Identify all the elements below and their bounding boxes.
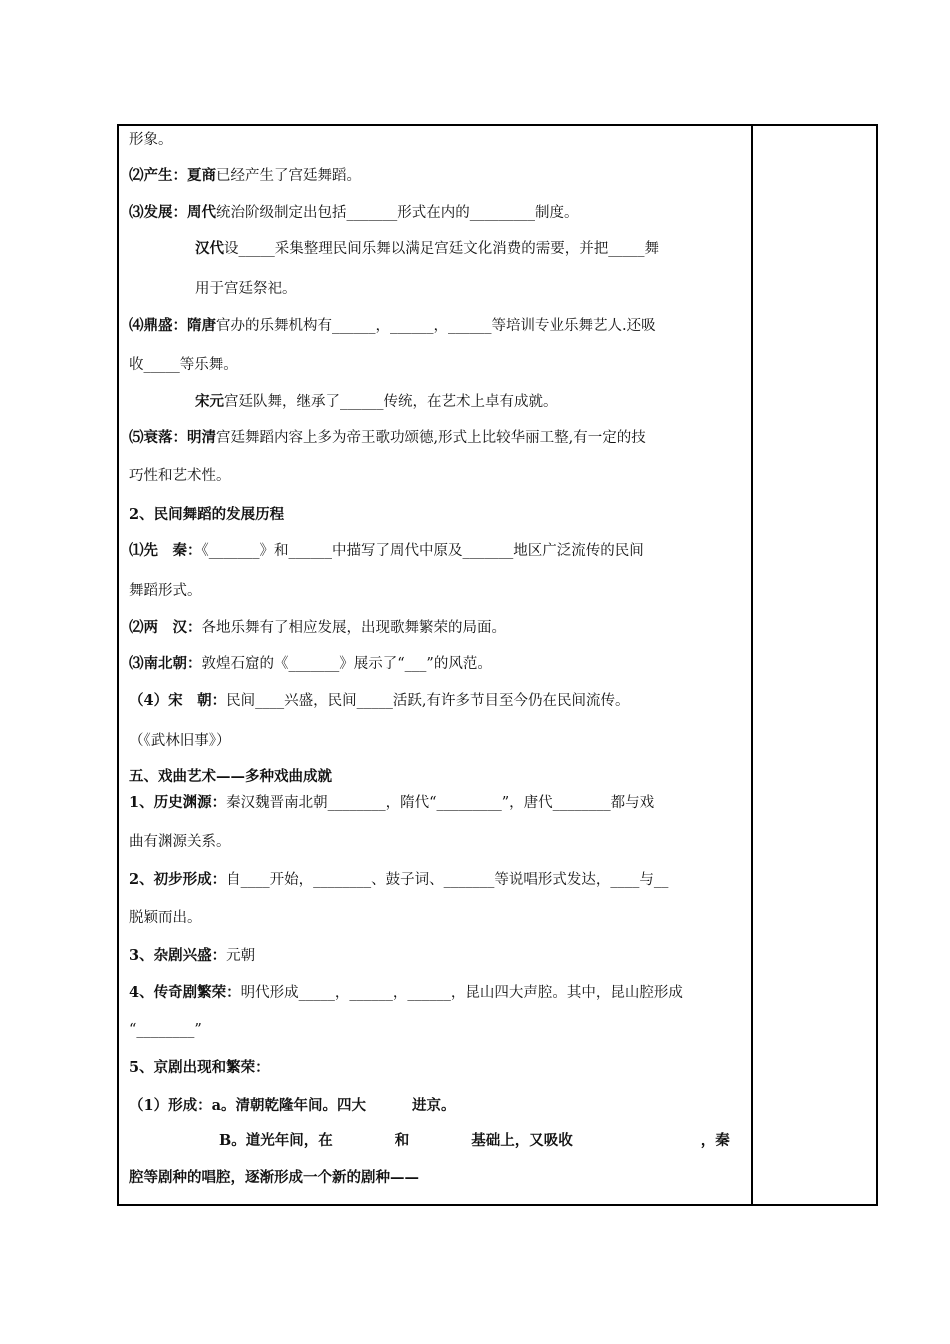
text-line [129,466,231,486]
text: 各地乐舞有了相应发展，出现歌舞繁荣的局面。 [201,620,506,636]
side-cell [753,126,876,1204]
heading-text: 腔等剧种的唱腔，逐渐形成一个新的剧种—— [129,1169,419,1186]
text: 敦煌石窟的《_______》展示了“___”的风范。 [201,656,492,672]
text: “________” [129,1022,202,1038]
text-line [129,1168,419,1188]
text-line [129,832,231,852]
text-line [129,203,579,223]
heading-text: ⑶南北朝： [129,655,202,672]
heading-text: ⑴先 秦： [129,542,202,559]
text: 巧性和艺术性。 [129,468,231,484]
text: （《武林旧事》） [129,733,231,749]
section-heading [129,505,284,525]
text-line [129,581,202,601]
heading-text: 2、初步形成： [129,871,227,888]
text: 舞蹈形式。 [129,583,202,599]
text-line [129,946,255,966]
text-line [129,428,646,448]
text-line [195,279,297,299]
text-line [129,1020,202,1040]
text-line [129,870,668,890]
text-line [129,1096,455,1116]
heading-text: 5、京剧出现和繁荣： [129,1059,270,1076]
heading-text: （1）形成：a。清朝乾隆年间。四大 [129,1097,366,1114]
text-line [129,316,656,336]
text-line [129,166,361,186]
heading-text: 周代 [187,204,216,221]
text: 民间____兴盛，民间_____活跃,有许多节目至今仍在民间流传。 [226,693,630,709]
text-line [129,618,506,638]
heading-text: 2、民间舞蹈的发展历程 [129,506,285,523]
text-line [195,392,558,412]
heading-text: 1、历史渊源： [129,794,227,811]
heading-text: ⑵两 汉： [129,619,202,636]
heading-text: ⑵产生： [129,167,187,184]
text: 曲有渊源关系。 [129,834,231,850]
text: 统治阶级制定出包括_______形式在内的_________制度。 [216,205,579,221]
text-line [129,130,173,150]
text-line [195,239,659,259]
heading-text: 进京。 [411,1097,456,1114]
text-line [129,691,629,711]
text-line [129,355,238,375]
text: 元朝 [226,948,256,964]
section-heading [129,767,332,787]
heading-text: 五、戏曲艺术——多种戏曲成就 [129,768,332,785]
heading-text: 宋元 [195,393,224,410]
section-heading [129,1058,270,1078]
heading-text: 汉代 [195,240,224,257]
text: 自____开始，________、鼓子词、_______等说唱形式发达，____与__ [226,872,669,888]
heading-text: （4）宋 朝： [129,692,227,709]
text-line [129,541,644,561]
text: 官办的乐舞机构有______，______，______等培训专业乐舞艺人.还吸 [216,318,656,334]
heading-text: B。道光年间，在 [219,1132,333,1149]
heading-text: 3、杂剧兴盛： [129,947,227,964]
text: 设_____采集整理民间乐舞以满足宫廷文化消费的需要，并把_____舞 [224,241,659,257]
text: 脱颖而出。 [129,910,202,926]
heading-text: ，秦 [700,1132,730,1149]
heading-text: ⑸衰落： [129,429,187,446]
text-line [129,908,202,928]
text: 宫廷队舞，继承了______传统，在艺术上卓有成就。 [224,394,558,410]
heading-text: 明清 [187,429,216,446]
text-line [219,1131,730,1151]
text: 收_____等乐舞。 [129,357,238,373]
text: 已经产生了宫廷舞蹈。 [216,168,361,184]
heading-text: 夏商 [187,167,216,184]
heading-text: 隋唐 [187,317,216,334]
heading-text: 4、传奇剧繁荣： [129,984,241,1001]
text: 《_______》和______中描写了周代中原及_______地区广泛流传的民间 [201,543,644,559]
text: 明代形成_____，______，______，昆山四大声腔。其中，昆山腔形成 [240,985,683,1001]
heading-text: 基础上，又吸收 [471,1132,573,1149]
text: 形象。 [129,132,173,148]
text-line [129,731,231,751]
heading-text: 和 [394,1132,410,1149]
text: 宫廷舞蹈内容上多为帝王歌功颂德,形式上比较华丽工整,有一定的技 [216,430,646,446]
text-line [129,983,683,1003]
text-line [129,793,654,813]
text: 秦汉魏晋南北朝________，隋代“_________”，唐代________都与戏 [226,795,655,811]
text-line [129,654,492,674]
text: 用于宫廷祭祀。 [195,281,297,297]
heading-text: ⑷鼎盛： [129,317,187,334]
heading-text: ⑶发展： [129,204,187,221]
document-table [117,124,878,1206]
